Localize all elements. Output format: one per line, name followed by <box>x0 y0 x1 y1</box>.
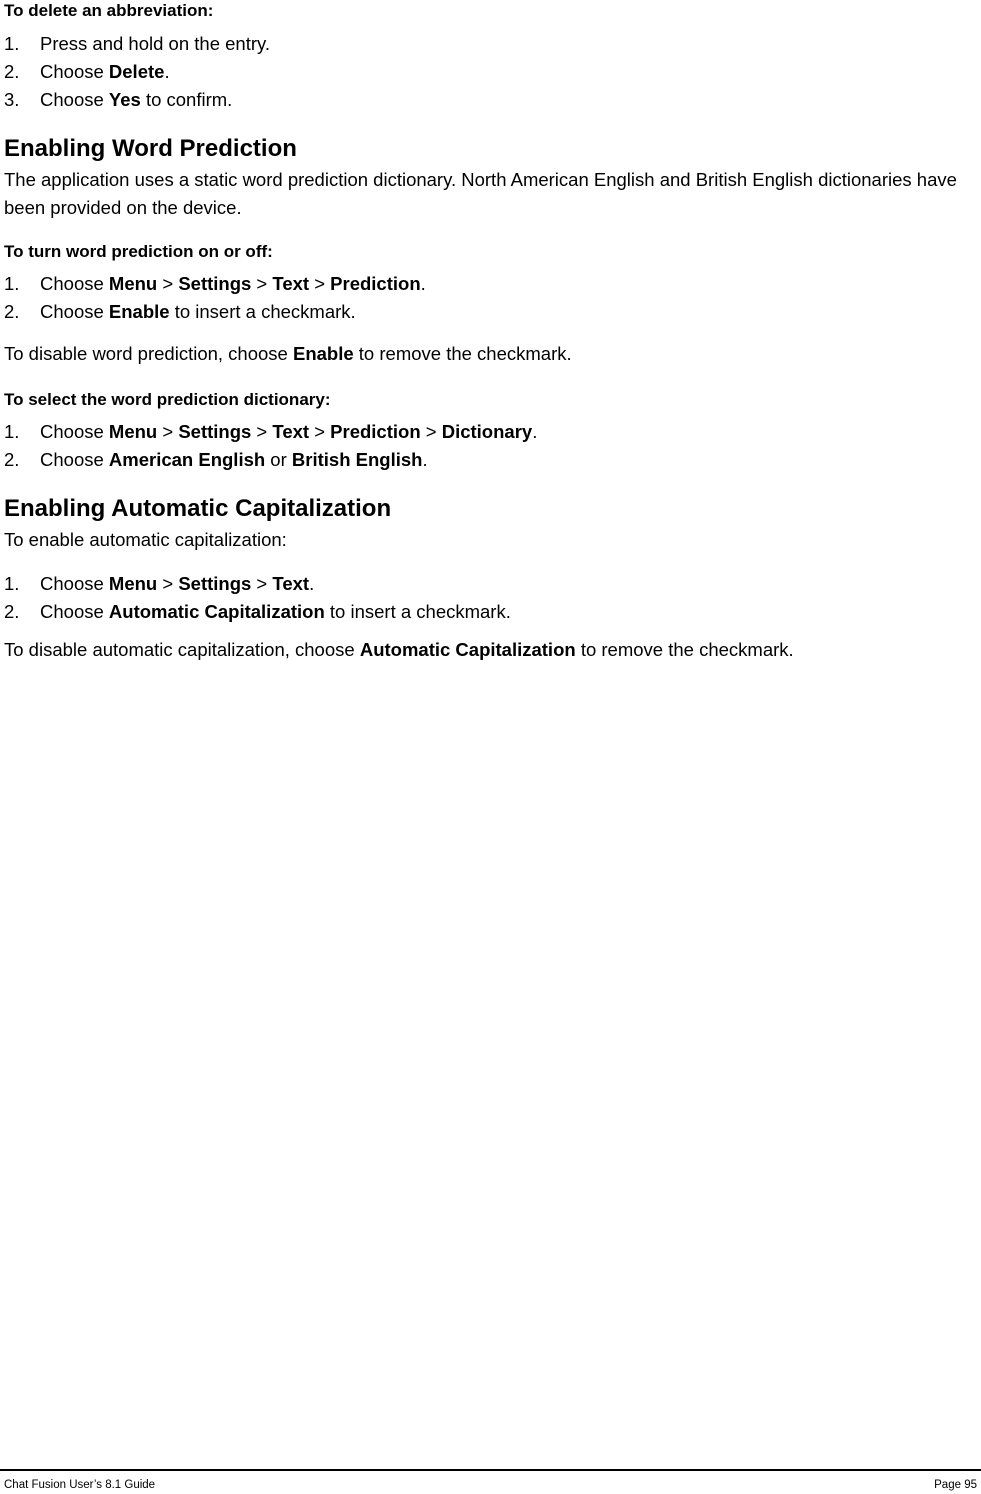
step-number: 1. <box>4 421 20 442</box>
step-item <box>4 418 964 446</box>
section-title-auto-capitalization: Enabling Automatic Capitalization <box>4 495 392 522</box>
step-number: 2. <box>4 449 20 470</box>
step-number: 2. <box>4 301 20 322</box>
step-text: Press and hold on the entry. <box>40 33 271 54</box>
procedure-heading-toggle-prediction: To turn word prediction on or off: <box>4 242 273 261</box>
section-title-word-prediction: Enabling Word Prediction <box>4 135 297 162</box>
auto-capitalization-steps <box>4 570 964 626</box>
step-item <box>4 570 964 598</box>
disable-prediction-note: To disable word prediction, choose Enable to remove the checkmark. <box>4 343 572 364</box>
step-item <box>4 446 964 474</box>
step-number: 1. <box>4 573 20 594</box>
step-item <box>4 30 964 58</box>
step-number: 1. <box>4 33 20 54</box>
step-item <box>4 58 964 86</box>
step-text: Choose Enable to insert a checkmark. <box>40 301 356 322</box>
toggle-prediction-steps <box>4 270 964 326</box>
step-text: Choose Delete. <box>40 61 170 82</box>
footer-page-number: Page 95 <box>934 1479 977 1491</box>
step-number: 2. <box>4 601 20 622</box>
auto-capitalization-intro: To enable automatic capitalization: <box>4 529 287 550</box>
disable-capitalization-note: To disable automatic capitalization, choose Automatic Capitalization to remove the checkmark. <box>4 639 794 660</box>
footer-guide-title: Chat Fusion User’s 8.1 Guide <box>4 1479 156 1491</box>
delete-abbreviation-steps <box>4 30 964 114</box>
step-text: Choose Menu > Settings > Text. <box>40 573 315 594</box>
step-item <box>4 270 964 298</box>
step-text: Choose Menu > Settings > Text > Prediction. <box>40 273 426 294</box>
word-prediction-intro: The application uses a static word prediction dictionary. North American English and British English dictionaries have been provided on the device. <box>4 169 957 218</box>
select-dictionary-steps <box>4 418 964 474</box>
step-number: 2. <box>4 61 20 82</box>
step-item <box>4 598 964 626</box>
procedure-heading-select-dictionary: To select the word prediction dictionary: <box>4 390 331 409</box>
step-number: 3. <box>4 89 20 110</box>
document-body <box>4 0 964 664</box>
footer-divider <box>0 1469 981 1471</box>
step-text: Choose Yes to confirm. <box>40 89 233 110</box>
step-number: 1. <box>4 273 20 294</box>
step-text: Choose Menu > Settings > Text > Prediction > Dictionary. <box>40 421 538 442</box>
step-text: Choose American English or British English. <box>40 449 428 470</box>
step-item <box>4 86 964 114</box>
procedure-heading-delete-abbreviation: To delete an abbreviation: <box>4 1 214 20</box>
step-text: Choose Automatic Capitalization to insert a checkmark. <box>40 601 511 622</box>
step-item <box>4 298 964 326</box>
